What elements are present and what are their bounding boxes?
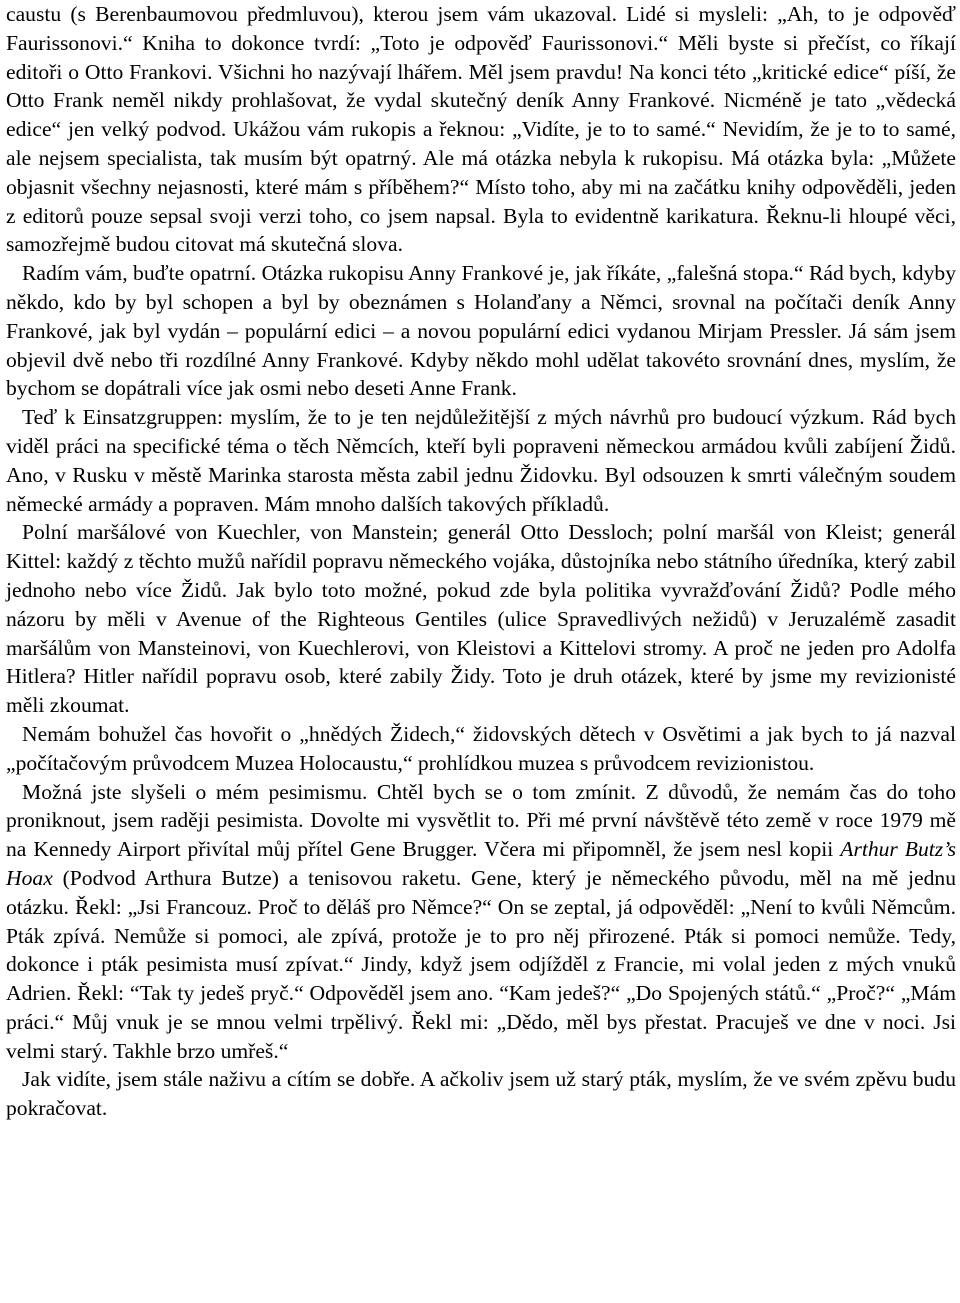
paragraph-6-text-before: Možná jste slyšeli o mém pesimismu. Chtěl bych se o tom zmínit. Z důvodů, že nemám čas do toho proniknout, jsem raději pesimista. Dovolte mi vysvětlit to. Při mé první návštěvě této země v roce 1979 mě na Kennedy Airport přivítal můj přítel Gene Brugger. Včera mi připomněl, že jsem nesl kopii bbox=[6, 779, 956, 862]
paragraph-6 bbox=[6, 778, 956, 1066]
paragraph-1: caustu (s Berenbaumovou předmluvou), kterou jsem vám ukazoval. Lidé si mysleli: „Ah, to je odpověď Faurissonovi.“ Kniha to dokonce tvrdí: „Toto je odpověď Faurissonovi.“ Měli byste si přečíst, co říkají editoři o Otto Frankovi. Všichni ho nazývají lhářem. Měl jsem pravdu! Na konci této „kritické edice“ píší, že Otto Frank neměl nikdy prohlašovat, že vydal skutečný deník Anny Frankové. Nicméně je tato „vědecká edice“ jen velký podvod. Ukážou vám rukopis a řeknou: „Vidíte, je to to samé.“ Nevidím, že je to to samé, ale nejsem specialista, tak musím být opatrný. Ale má otázka nebyla k rukopisu. Má otázka byla: „Můžete objasnit všechny nejasnosti, které mám s příběhem?“ Místo toho, aby mi na začátku knihy odpověděli, jeden z editorů pouze sepsal svoji verzi toho, co jsem napsal. Byla to evidentně karikatura. Řeknu-li hloupé věci, samozřejmě budou citovat má skutečná slova. bbox=[6, 2, 956, 257]
paragraph-3: Teď k Einsatzgruppen: myslím, že to je ten nejdůležitější z mých návrhů pro budoucí výzkum. Rád bych viděl práci na specifické téma o těch Němcích, kteří byli popraveni německou armádou kvůli zabíjení Židů. Ano, v Rusku v městě Marinka starosta města zabil jednu Židovku. Byl odsouzen k smrti válečným soudem německé armády a popraven. Mám mnoho dalších takových příkladů. bbox=[6, 405, 956, 516]
paragraph-6-text-after: (Podvod Arthura Butze) a tenisovou raketu. Gene, který je německého původu, měl na mě jednu otázku. Řekl: „Jsi Francouz. Proč to děláš pro Němce?“ On se zeptal, já odpověděl: „Není to kvůli Němcům. Pták zpívá. Nemůže si pomoci, ale zpívá, protože je to pro něj přirozené. Pták si pomoci nemůže. Tedy, dokonce i pták pesimista musí zpívat.“ Jindy, když jsem odjížděl z Francie, mi volal jeden z mých vnuků Adrien. Řekl: “Tak ty jedeš pryč.“ Odpověděl jsem ano. “Kam jedeš?“ „Do Spojených států.“ „Proč?“ „Mám práci.“ Můj vnuk je se mnou velmi trpělivý. Řekl mi: „Dědo, měl bys přestat. Pracuješ ve dne v noci. Jsi velmi starý. Takhle brzo umřeš.“ bbox=[6, 865, 956, 1063]
paragraph-7: Jak vidíte, jsem stále naživu a cítím se dobře. A ačkoliv jsem už starý pták, myslím, že ve svém zpěvu budu pokračovat. bbox=[6, 1067, 956, 1121]
book-title: Arthur Butz’s Hoax bbox=[6, 837, 956, 890]
paragraph-5: Nemám bohužel čas hovořit o „hnědých Židech,“ židovských dětech v Osvětimi a jak bych to já nazval „počítačovým průvodcem Muzea Holocaustu,“ prohlídkou muzea s průvodcem revizionistou. bbox=[6, 721, 956, 775]
paragraph-2: Radím vám, buďte opatrní. Otázka rukopisu Anny Frankové je, jak říkáte, „falešná stopa.“ Rád bych, kdyby někdo, kdo by byl schopen a byl by obeznámen s Holanďany a Němci, srovnal na počítači deník Anny Frankové, jak byl vydán – populární edici – a novou populární edici vydanou Mirjam Pressler. Já sám jsem objevil dvě nebo tři rozdílné Anny Frankové. Kdyby někdo mohl udělat takovéto srovnání dnes, myslím, že bychom se dopátrali více jak osmi nebo deseti Anne Frank. bbox=[6, 261, 956, 401]
document-page bbox=[6, 0, 956, 1123]
paragraph-4: Polní maršálové von Kuechler, von Manstein; generál Otto Dessloch; polní maršál von Kleist; generál Kittel: každý z těchto mužů nařídil popravu německého vojáka, důstojníka nebo státního úředníka, který zabil jednoho nebo více Židů. Jak bylo toto možné, pokud zde byla politika vyvražďování Židů? Podle mého názoru by měli v Avenue of the Righteous Gentiles (ulice Spravedlivých nežidů) v Jeruzalémě zasadit maršálům von Mansteinovi, von Kuechlerovi, von Kleistovi a Kittelovi stromy. A proč ne jeden pro Adolfa Hitlera? Hitler nařídil popravu osob, které zabily Židy. Toto je druh otázek, které by jsme my revizionisté měli zkoumat. bbox=[6, 520, 956, 718]
